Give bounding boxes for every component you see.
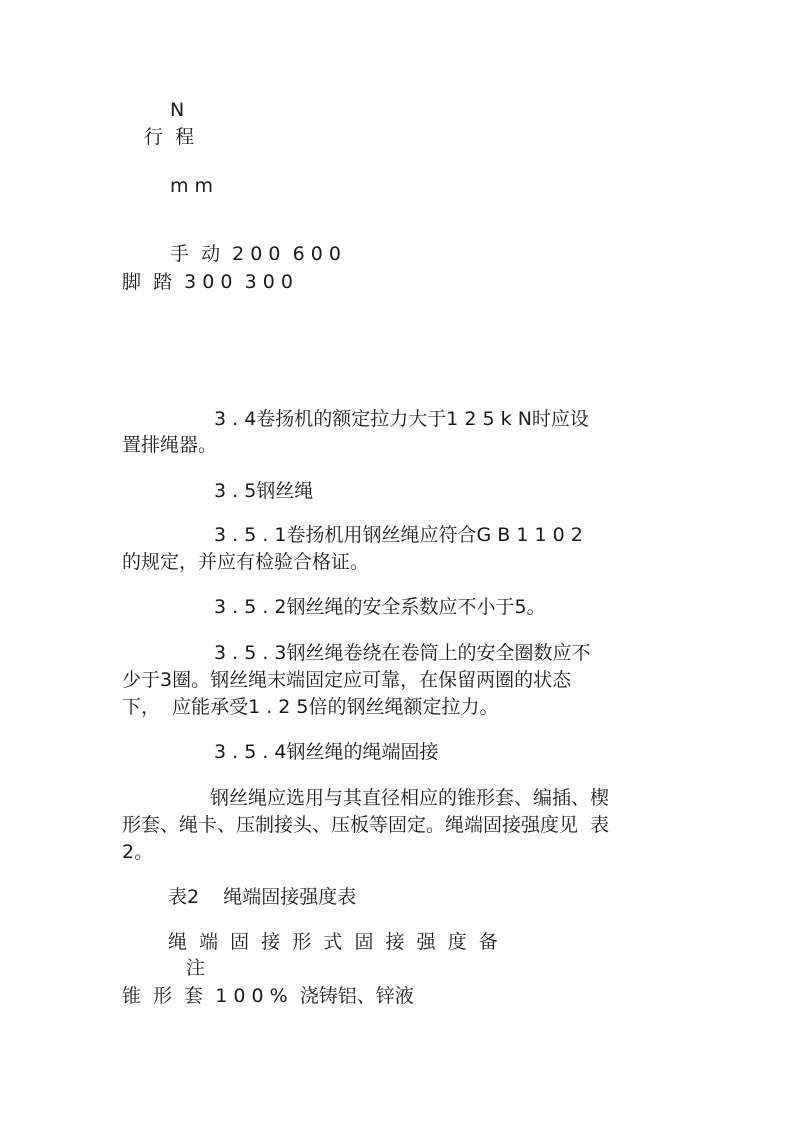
table-2-title: 表2 绳端固接强度表 bbox=[168, 886, 357, 908]
clause-3-5-1-cont: 的规定，并应有检验合格证。 bbox=[122, 551, 370, 573]
clause-3-4-cont: 置排绳器。 bbox=[122, 434, 218, 456]
table-2-row-cone-sleeve: 锥 形 套 1 0 0 % 浇铸铝、锌液 bbox=[122, 985, 414, 1007]
clause-3-5-4: 3 . 5 . 4钢丝绳的绳端固接 bbox=[214, 741, 439, 763]
stroke-header: 行 程 bbox=[144, 126, 195, 148]
section-3-5-heading: 3 . 5钢丝绳 bbox=[214, 480, 314, 502]
clause-3-5-3: 3 . 5 . 3钢丝绳卷绕在卷筒上的安全圈数应不 bbox=[214, 642, 591, 664]
table-row-manual: 手 动 2 0 0 6 0 0 bbox=[170, 243, 341, 265]
paragraph-line-1: 钢丝绳应选用与其直径相应的锥形套、编插、楔 bbox=[210, 787, 610, 809]
force-unit-label: N bbox=[170, 99, 185, 121]
clause-3-5-3-cont1: 少于3圈。钢丝绳末端固定应可靠，在保留两圈的状态 bbox=[122, 669, 572, 691]
stroke-unit-label: m m bbox=[170, 175, 214, 197]
clause-3-5-1: 3 . 5 . 1卷扬机用钢丝绳应符合G B 1 1 0 2 bbox=[214, 524, 583, 546]
clause-3-5-3-cont2: 下， 应能承受1 . 2 5倍的钢丝绳额定拉力。 bbox=[122, 696, 499, 718]
clause-3-5-2: 3 . 5 . 2钢丝绳的安全系数应不小于5。 bbox=[214, 596, 546, 618]
clause-3-4: 3 . 4卷扬机的额定拉力大于1 2 5 k N时应设 bbox=[214, 408, 589, 430]
paragraph-line-2: 形套、绳卡、压制接头、压板等固定。绳端固接强度见 表 bbox=[122, 814, 610, 836]
table-2-header: 绳 端 固 接 形 式 固 接 强 度 备 bbox=[168, 931, 498, 953]
table-row-pedal: 脚 踏 3 0 0 3 0 0 bbox=[122, 271, 293, 293]
paragraph-line-3: 2。 bbox=[122, 841, 154, 863]
table-2-header-wrap: 注 bbox=[186, 957, 206, 979]
